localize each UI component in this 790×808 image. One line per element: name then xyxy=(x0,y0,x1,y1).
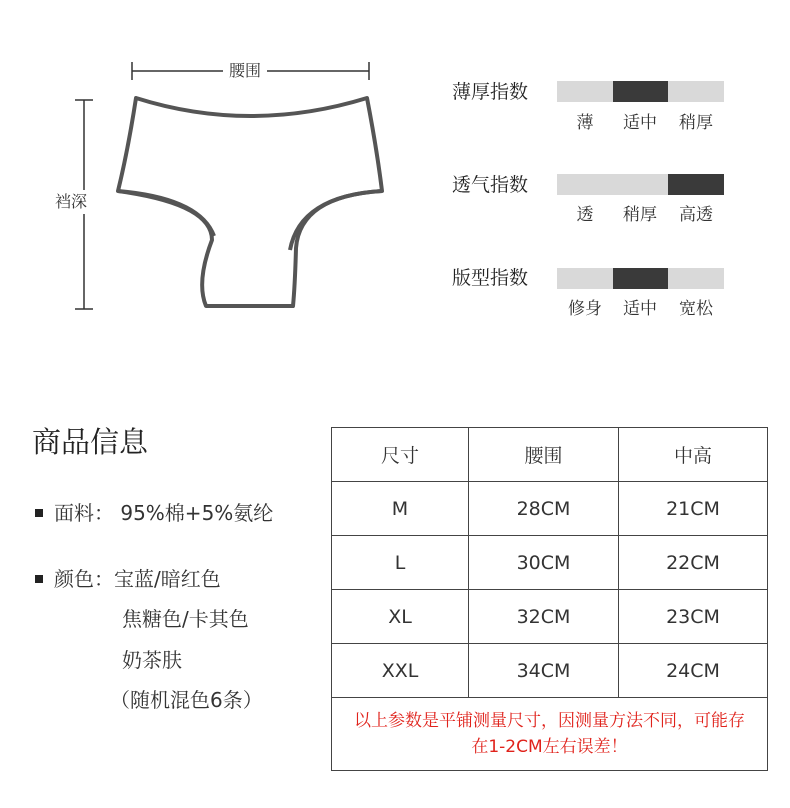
size-cell: M xyxy=(332,482,469,536)
scale-segment-selected xyxy=(613,268,669,289)
thickness-index-bar xyxy=(557,81,724,102)
scale-segment xyxy=(613,174,669,195)
briefs-outline xyxy=(118,98,382,306)
rise-cell: 24CM xyxy=(619,644,768,698)
header-rise: 中高 xyxy=(619,428,768,482)
rise-label: 裆深 xyxy=(55,190,87,214)
thickness-option-thin: 薄 xyxy=(576,113,594,133)
thickness-option-thick: 稍厚 xyxy=(679,113,713,133)
scale-segment xyxy=(668,81,724,102)
waist-cell: 30CM xyxy=(469,536,619,590)
fit-index-title: 版型指数 xyxy=(452,267,529,289)
breathability-index-bar xyxy=(557,174,724,195)
table-row xyxy=(332,482,768,536)
color-line-4: （随机混色6条） xyxy=(110,688,263,712)
header-waist: 腰围 xyxy=(469,428,619,482)
product-info-title: 商品信息 xyxy=(32,425,149,459)
thickness-index-title: 薄厚指数 xyxy=(452,81,529,103)
color-line-2: 焦糖色/卡其色 xyxy=(122,607,249,631)
bullet-icon xyxy=(35,575,43,583)
size-table xyxy=(331,427,768,771)
waist-cell: 34CM xyxy=(469,644,619,698)
header-size: 尺寸 xyxy=(332,428,469,482)
table-row xyxy=(332,644,768,698)
rise-cell: 23CM xyxy=(619,590,768,644)
size-cell: L xyxy=(332,536,469,590)
size-cell: XL xyxy=(332,590,469,644)
color-line-3: 奶茶肤 xyxy=(122,648,182,672)
underwear-diagram xyxy=(0,0,420,340)
bullet-icon xyxy=(35,509,43,517)
material-text: 面料： 95%棉+5%氨纶 xyxy=(54,501,274,525)
color-line-1: 颜色：宝蓝/暗红色 xyxy=(54,567,221,591)
scale-segment-selected xyxy=(668,174,724,195)
fit-option-regular: 适中 xyxy=(623,299,657,319)
table-row xyxy=(332,590,768,644)
table-row xyxy=(332,536,768,590)
waist-label: 腰围 xyxy=(223,61,267,81)
scale-segment xyxy=(668,268,724,289)
waist-cell: 32CM xyxy=(469,590,619,644)
table-note-row xyxy=(332,698,768,771)
fit-option-slim: 修身 xyxy=(568,299,602,319)
breathability-option-2: 稍厚 xyxy=(623,205,657,225)
briefs-leg-opening-right xyxy=(290,191,382,250)
breathability-option-1: 透 xyxy=(576,205,594,225)
scale-segment xyxy=(557,174,613,195)
scale-segment xyxy=(557,268,613,289)
breathability-option-3: 高透 xyxy=(679,205,713,225)
measurement-note: 以上参数是平铺测量尺寸，因测量方法不同，可能存在1-2CM左右误差！ xyxy=(332,698,768,771)
size-cell: XXL xyxy=(332,644,469,698)
table-header-row xyxy=(332,428,768,482)
scale-segment-selected xyxy=(613,81,669,102)
breathability-index-title: 透气指数 xyxy=(452,174,529,196)
fit-option-loose: 宽松 xyxy=(679,299,713,319)
briefs-leg-opening-left xyxy=(118,191,214,236)
rise-cell: 22CM xyxy=(619,536,768,590)
thickness-option-medium: 适中 xyxy=(623,113,657,133)
fit-index-bar xyxy=(557,268,724,289)
rise-cell: 21CM xyxy=(619,482,768,536)
scale-segment xyxy=(557,81,613,102)
waist-cell: 28CM xyxy=(469,482,619,536)
